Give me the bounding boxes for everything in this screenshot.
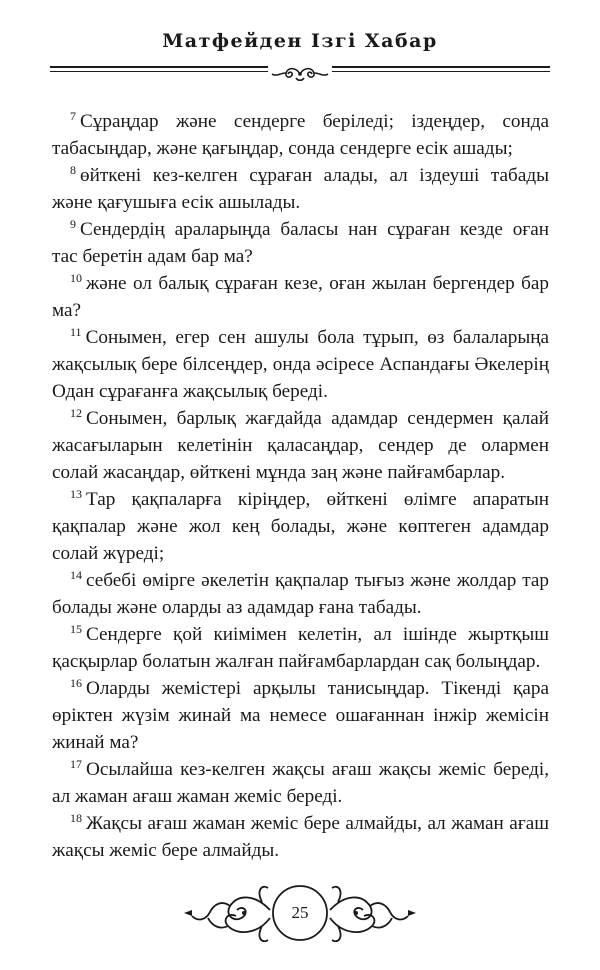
verse-18 bbox=[52, 810, 549, 864]
verse-number: 13 bbox=[70, 487, 82, 501]
verse-13 bbox=[52, 486, 549, 567]
verse-text: Сендердің араларыңда баласы нан сұраған кезде оған тас беретін адам бар ма? bbox=[52, 219, 549, 267]
verse-16 bbox=[52, 675, 549, 756]
verse-number: 10 bbox=[70, 271, 82, 285]
verse-text: Сендерге қой киімімен келетін, ал ішінде жыртқыш қасқырлар болатын жалған пайғамбарлардан сақ болыңдар. bbox=[52, 624, 549, 672]
verse-content bbox=[52, 108, 549, 864]
verse-text: Осылайша кез-келген жақсы ағаш жақсы жеміс береді, ал жаман ағаш жаман жеміс береді. bbox=[52, 759, 549, 807]
verse-7 bbox=[52, 108, 549, 162]
verse-number: 17 bbox=[70, 757, 82, 771]
verse-8 bbox=[52, 162, 549, 216]
running-header-title: Матфейден Ізгі Хабар bbox=[162, 30, 438, 52]
scroll-ornament-icon bbox=[268, 63, 332, 85]
verse-text: Сұраңдар және сендерге беріледі; іздеңдер, сонда табасыңдар, және қағыңдар, сонда сендерге есік ашады; bbox=[52, 111, 549, 159]
verse-9 bbox=[52, 216, 549, 270]
verse-text: Тар қақпаларға кіріңдер, өйткені өлімге апаратын қақпалар және жол кең болады, және көптеген адамдар солай жүреді; bbox=[52, 489, 549, 564]
verse-text: өйткені кез-келген сұраған алады, ал іздеуші табады және қағушыға есік ашылады. bbox=[52, 165, 549, 213]
verse-12 bbox=[52, 405, 549, 486]
verse-text: Жақсы ағаш жаман жеміс бере алмайды, ал жаман ағаш жақсы жеміс бере алмайды. bbox=[52, 813, 549, 861]
verse-10 bbox=[52, 270, 549, 324]
verse-text: себебі өмірге әкелетін қақпалар тығыз және жолдар тар болады және оларды аз адамдар ғана табады. bbox=[52, 570, 549, 618]
verse-number: 8 bbox=[70, 163, 76, 177]
verse-number: 7 bbox=[70, 109, 76, 123]
verse-text: Оларды жемістері арқылы танисыңдар. Тікенді қара өріктен жүзім жинай ма немесе ошағаннан інжір жемісін жинай ма? bbox=[52, 678, 549, 753]
verse-17 bbox=[52, 756, 549, 810]
verse-number: 12 bbox=[70, 406, 82, 420]
verse-14 bbox=[52, 567, 549, 621]
verse-text: Сонымен, барлық жағдайда адамдар сендермен қалай жасағыларын келетінін қаласаңдар, сендер де олармен солай жасаңдар, өйткені мұнда заң және пайғамбарлар. bbox=[52, 408, 549, 483]
verse-15 bbox=[52, 621, 549, 675]
page-number: 25 bbox=[291, 903, 309, 922]
verse-number: 16 bbox=[70, 676, 82, 690]
verse-text: Сонымен, егер сен ашулы бола тұрып, өз балаларыңа жақсылық бере білсеңдер, онда әсіресе Аспандағы Әкелерің Одан сұрағанға жақсылық береді. bbox=[52, 327, 549, 402]
verse-number: 15 bbox=[70, 622, 82, 636]
verse-text: және ол балық сұраған кезе, оған жылан бергендер бар ма? bbox=[52, 273, 549, 321]
verse-number: 14 bbox=[70, 568, 82, 582]
verse-number: 11 bbox=[70, 325, 82, 339]
verse-11 bbox=[52, 324, 549, 405]
verse-number: 18 bbox=[70, 811, 82, 825]
verse-number: 9 bbox=[70, 217, 76, 231]
